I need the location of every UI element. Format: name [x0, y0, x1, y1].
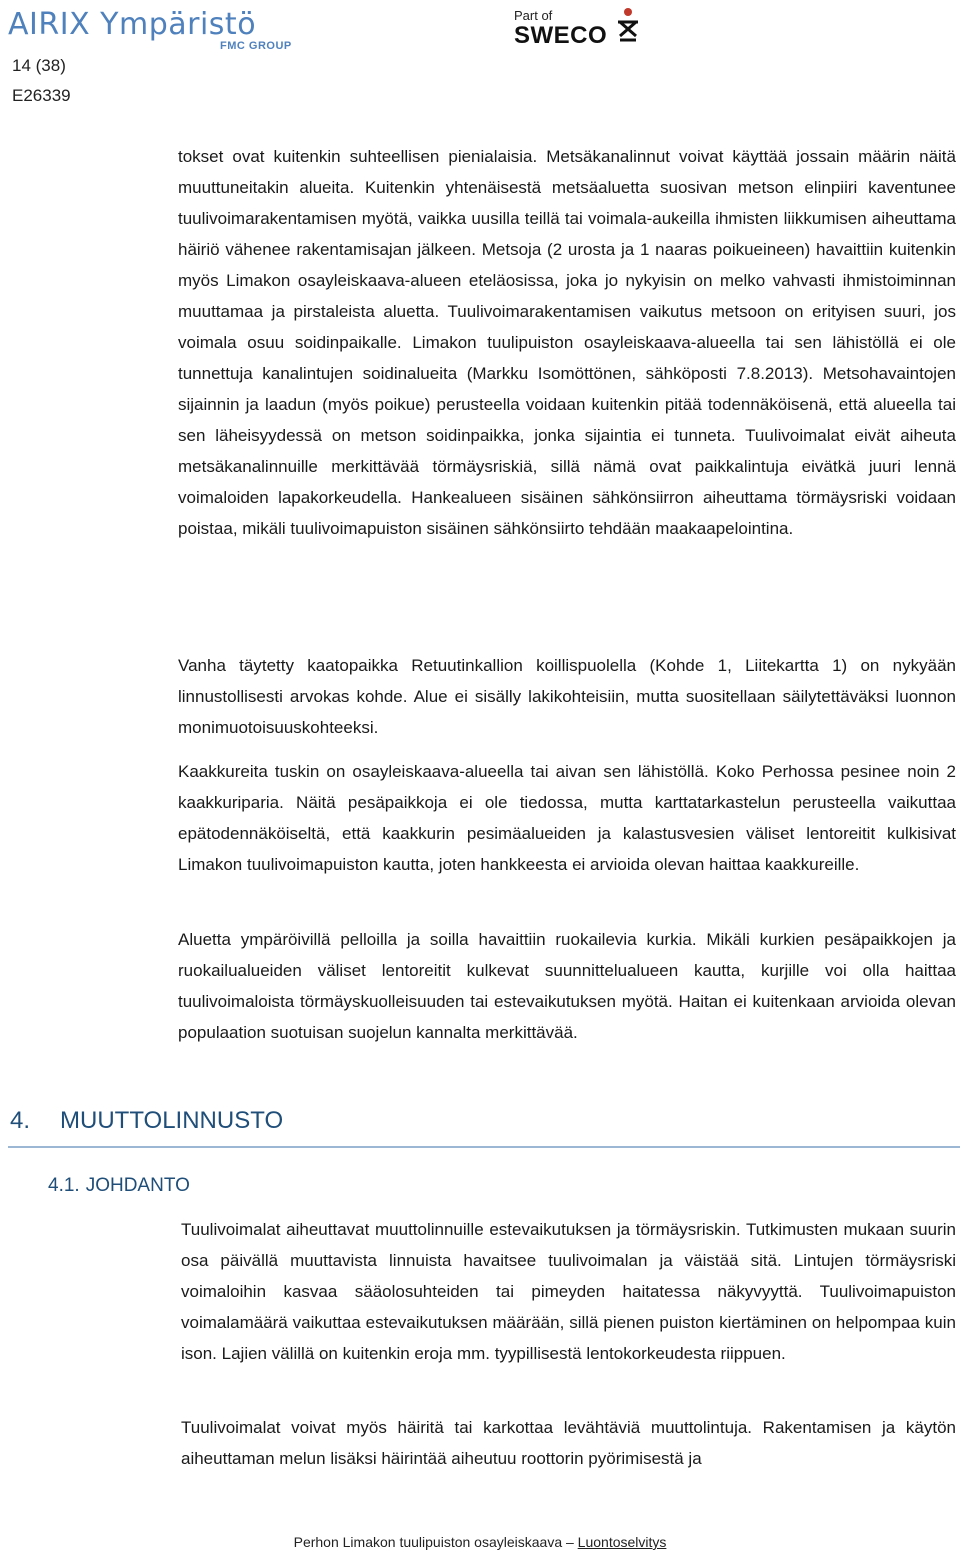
- paragraph-kaatopaikka: Vanha täytetty kaatopaikka Retuutinkallion koillispuolella (Kohde 1, Liitekartta 1) on nykyään linnustollisesti arvokas kohde. Alue ei sisälly lakikohteisiin, mutta suositellaan säilytettäväksi luonnon monimuotoisuuskohteeksi.: [178, 656, 956, 737]
- airix-logo-brand: AIRIX Ympäristö: [8, 7, 257, 42]
- section-number: 4.: [10, 1107, 31, 1134]
- paragraph-metso: tokset ovat kuitenkin suhteellisen pienialaisia. Metsäkanalinnut voivat käyttää jossain määrin näitä muuttuneitakin alueita. Kuitenkin yhtenäisestä metsäaluetta suosivan metson elinpiiri kaventunee tuulivoimarakentamisen myötä, vaikka uusilla teillä tai voimala-aukeilla ihmisten liikkumisen aiheuttama häiriö vähenee rakentamisajan jälkeen. Metsoja (2 urosta ja 1 naaras poikueineen) havaittiin kuitenkin myös Limakon osayleiskaava-alueen eteläosissa, joka jo nykyisin on melko vahvasti ihmistoiminnan muuttamaa ja pirstaleista aluetta. Tuulivoimarakentamisen vaikutus metsoon on erityisen suuri, jos voimala osuu soidinpaikalle. Limakon tuulipuiston osayleiskaava-alueella tai sen lähistöllä ei ole tunnettuja kanalintujen soidinalueita (Markku Isomöttönen, sähköposti 7.8.2013). Metsohavaintojen sijainnin ja laadun (myös poikue) perusteella voidaan kuitenkin pitää todennäköisenä, että alueella tai sen läheisyydessä on metson soidinpaikka, jonka sijaintia ei tunneta. Tuulivoimalat eivät aiheuta metsäkanalinnuille merkittävää törmäysriskiä, sillä nämä ovat paikkalintuja eivätkä juuri lennä voimaloiden lapakorkeudella. Hankealueen sisäinen sähkönsiirron aiheuttama törmäysriski voidaan poistaa, mikäli tuulivoimapuiston sisäinen sähkönsiirto tehdään maakaapelointina.: [178, 147, 956, 538]
- section-heading: [10, 1107, 283, 1135]
- document-code: E26339: [12, 86, 71, 105]
- subsection-title: JOHDANTO: [85, 1175, 190, 1196]
- sweco-part-of: Part of: [514, 8, 553, 23]
- paragraph-kaakkuri: Kaakkureita tuskin on osayleiskaava-alueella tai aivan sen lähistöllä. Koko Perhossa pesinee noin 2 kaakkuriparia. Näitä pesäpaikkoja ei ole tiedossa, mutta karttatarkastelun perusteella vaikuttaa epätodennäköiseltä, että kaakkurin pesimäalueiden ja kalastusvesien väliset lentoreitit kulkisivat Limakon tuulivoimapuiston kautta, joten hankkeesta ei arvioida olevan haittaa kaakkureille.: [178, 762, 956, 874]
- footer-subtitle: Luontoselvitys: [577, 1534, 667, 1550]
- page-footer: [0, 1534, 960, 1550]
- subsection-number: 4.1.: [48, 1175, 80, 1196]
- paragraph-estevaikutus: Tuulivoimalat aiheuttavat muuttolinnuille estevaikutuksen ja törmäysriskin. Tutkimusten mukaan suurin osa päivällä muuttavista linnuista havaitsee tuulivoimalan ja väistää sitä. Lintujen törmäysriski voimaloihin kasvaa sääolosuhteiden tai pimeyden haitatessa näkyvyyttä. Tuulivoimapuiston voimalamäärä vaikuttaa estevaikutuksen määrään, sillä pienen puiston kiertäminen on helpompaa kuin ison. Lajien välillä on kuitenkin eroja mm. tyypillisestä lentokorkeudesta riippuen.: [181, 1220, 956, 1363]
- paragraph-kurki: Aluetta ympäröivillä pelloilla ja soilla havaittiin ruokailevia kurkia. Mikäli kurkien pesäpaikkojen ja ruokailualueiden väliset lentoreitit kulkevat suunnittelualueen kautta, kurjille voi olla haittaa tuulivoimaloista törmäyskuolleisuuden tai estevaikutuksen myötä. Haitan ei kuitenkaan arvioida olevan populaation suotuisan suojelun kannalta merkittävää.: [178, 930, 956, 1042]
- section-title: MUUTTOLINNUSTO: [60, 1107, 284, 1134]
- airix-logo-subtitle: FMC GROUP: [220, 40, 292, 52]
- section-divider: [8, 1146, 960, 1148]
- page-number: 14 (38): [12, 56, 66, 75]
- sweco-logo: [514, 6, 644, 49]
- footer-title: Perhon Limakon tuulipuiston osayleiskaava –: [293, 1534, 578, 1550]
- paragraph-hairinta: Tuulivoimalat voivat myös häiritä tai karkottaa levähtäviä muuttolintuja. Rakentamisen ja käytön aiheuttaman melun lisäksi häirintää aiheutuu roottorin pyörimisestä ja: [181, 1418, 956, 1468]
- airix-logo: [8, 8, 308, 54]
- sweco-person-icon: [614, 6, 642, 46]
- sweco-name: SWECO: [514, 22, 608, 49]
- subsection-heading: [48, 1175, 190, 1197]
